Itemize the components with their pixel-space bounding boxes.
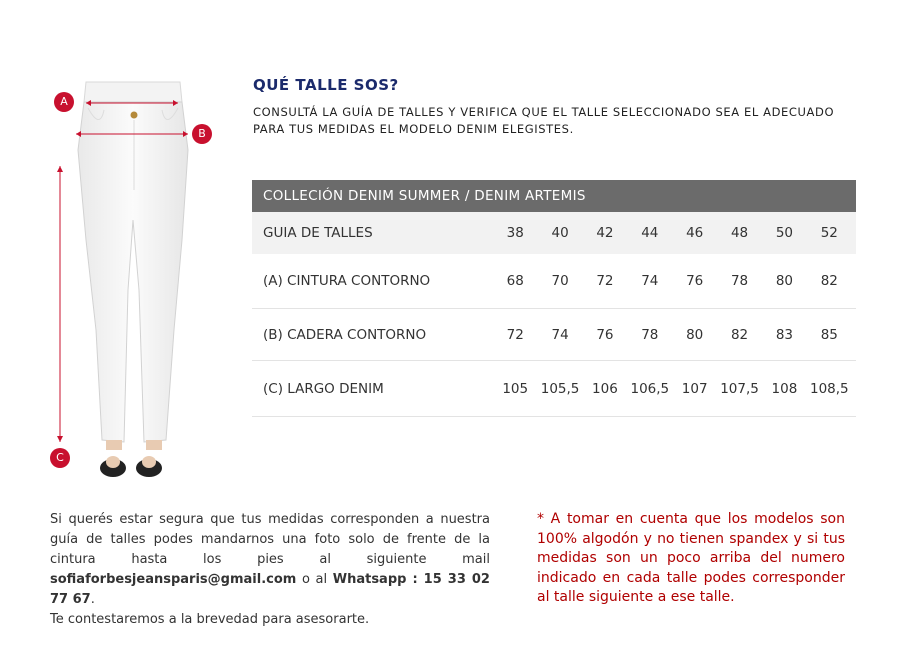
contact-email[interactable]: sofiaforbesjeansparis@gmail.com <box>50 572 297 587</box>
page-title: QUÉ TALLE SOS? <box>253 76 399 94</box>
row-label: (C) LARGO DENIM <box>252 361 497 417</box>
table-caption: COLLECIÓN DENIM SUMMER / DENIM ARTEMIS <box>252 180 856 212</box>
table-cell: 108 <box>766 361 802 417</box>
marker-c: C <box>50 448 70 468</box>
table-cell: 107 <box>676 361 712 417</box>
table-cell: 82 <box>803 254 856 309</box>
table-cell: 76 <box>676 254 712 309</box>
table-cell: 82 <box>713 309 766 361</box>
contact-whatsapp[interactable]: Whatsapp : 15 33 02 77 67 <box>50 572 490 607</box>
table-header-row <box>252 212 856 254</box>
contact-period: . <box>90 592 95 607</box>
contact-paragraph <box>50 510 490 610</box>
size-48: 48 <box>713 212 766 254</box>
table-row-cintura <box>252 254 856 309</box>
contact-text-or: o al <box>301 572 328 587</box>
jeans-illustration <box>40 70 240 490</box>
header-label: GUIA DE TALLES <box>252 212 497 254</box>
jeans-button <box>131 112 138 119</box>
table-cell: 76 <box>587 309 623 361</box>
contact-text: Si querés estar segura que tus medidas corresponden a nuestra guía de talles podes mandarnos una foto solo de frente de la cintura hasta los pies al siguiente mail <box>50 512 490 567</box>
size-42: 42 <box>587 212 623 254</box>
table-cell: 80 <box>766 254 802 309</box>
size-46: 46 <box>676 212 712 254</box>
size-50: 50 <box>766 212 802 254</box>
intro-text: CONSULTÁ LA GUÍA DE TALLES Y VERIFICA QUE EL TALLE SELECCIONADO SEA EL ADECUADO PARA TUS MEDIDAS EL MODELO DENIM ELEGISTES. <box>253 105 835 136</box>
table-cell: 85 <box>803 309 856 361</box>
size-52: 52 <box>803 212 856 254</box>
table-row-largo <box>252 361 856 417</box>
table-cell: 74 <box>623 254 676 309</box>
table-cell: 108,5 <box>803 361 856 417</box>
row-label: (A) CINTURA CONTORNO <box>252 254 497 309</box>
table-cell: 80 <box>676 309 712 361</box>
size-38: 38 <box>497 212 533 254</box>
table-cell: 105 <box>497 361 533 417</box>
table-cell: 107,5 <box>713 361 766 417</box>
size-40: 40 <box>533 212 586 254</box>
contact-reply-text: Te contestaremos a la brevedad para asesorarte. <box>50 612 370 627</box>
marker-a: A <box>54 92 74 112</box>
row-label: (B) CADERA CONTORNO <box>252 309 497 361</box>
marker-b: B <box>192 124 212 144</box>
table-cell: 72 <box>497 309 533 361</box>
table-cell: 74 <box>533 309 586 361</box>
table-cell: 83 <box>766 309 802 361</box>
cotton-note: * A tomar en cuenta que los modelos son 100% algodón y no tienen spandex y si tus medidas son un poco arriba del numero indicado en cada talle podes corresponder al talle siguiente a ese talle. <box>537 511 845 605</box>
size-44: 44 <box>623 212 676 254</box>
table-cell: 106 <box>587 361 623 417</box>
table-cell: 70 <box>533 254 586 309</box>
table-cell: 78 <box>623 309 676 361</box>
table-cell: 72 <box>587 254 623 309</box>
contact-info <box>50 510 490 630</box>
table-cell: 68 <box>497 254 533 309</box>
table-cell: 78 <box>713 254 766 309</box>
table-cell: 105,5 <box>533 361 586 417</box>
table-cell: 106,5 <box>623 361 676 417</box>
size-guide-table <box>252 180 856 417</box>
table-row-cadera <box>252 309 856 361</box>
